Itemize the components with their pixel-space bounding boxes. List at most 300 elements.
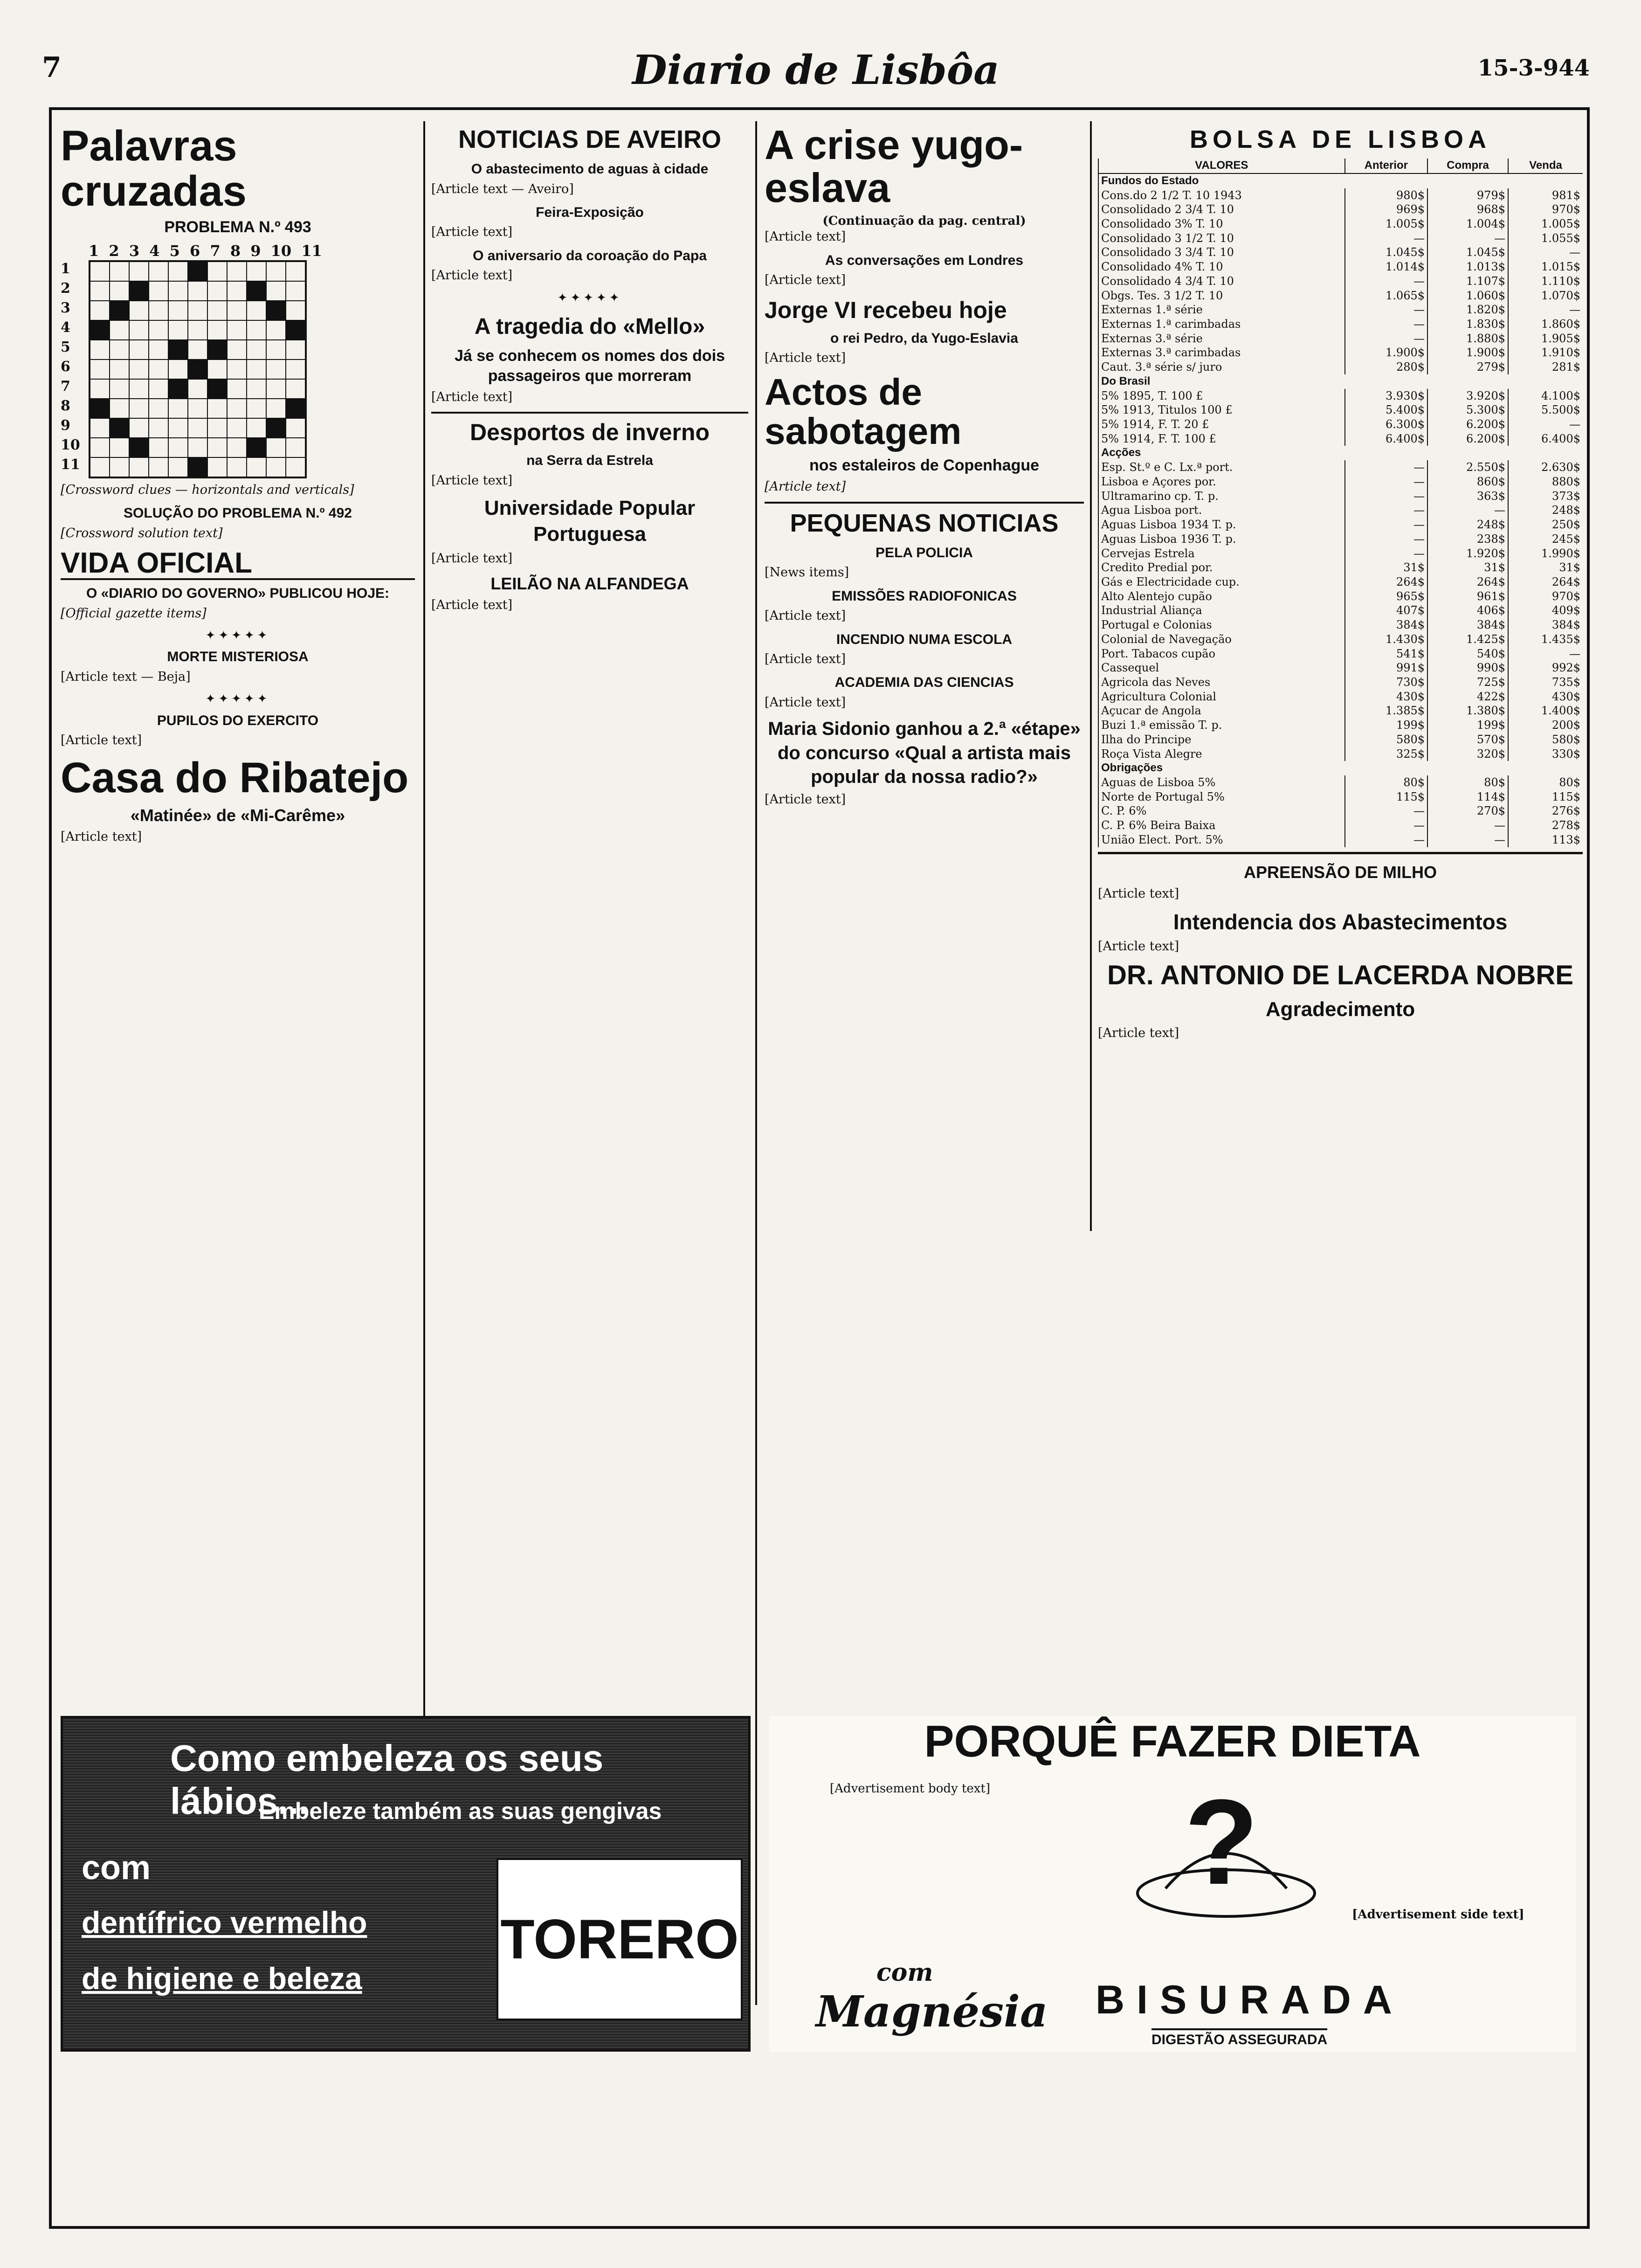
desportos-title: Desportos de inverno [431,412,748,447]
crossword-cell[interactable] [90,457,110,477]
bolsa-price: 6.300$ [1345,417,1427,432]
bolsa-row [1098,575,1583,589]
bolsa-price: 2.630$ [1508,460,1583,475]
bolsa-row [1098,546,1583,561]
crossword-cell[interactable] [286,418,305,438]
crossword-cell[interactable] [286,262,305,281]
bolsa-section-row [1098,173,1583,188]
actos-title: Actos de sabotagem [765,371,962,452]
crossword-cell[interactable] [207,301,227,320]
maria-sidonio-text: [Article text] [765,792,846,807]
bolsa-price: 279$ [1427,360,1508,374]
conversacoes-text: [Article text] [765,272,846,287]
bolsa-price: 115$ [1345,790,1427,804]
bolsa-price: — [1345,317,1427,332]
desportos-subtitle: na Serra da Estrela [526,453,653,469]
crossword-cell[interactable] [188,379,207,399]
bolsa-price: 991$ [1345,661,1427,675]
crossword-cell[interactable] [90,340,110,360]
jorge-text: [Article text] [765,350,846,365]
crossword-cell[interactable] [188,262,207,281]
bolsa-price: — [1345,804,1427,818]
bolsa-security-name: C. P. 6% [1098,804,1345,818]
crossword-cell[interactable] [247,301,266,320]
crossword-cell[interactable] [266,301,286,320]
bolsa-price: 1.005$ [1508,217,1583,231]
crossword-cell[interactable] [227,457,247,477]
bolsa-row [1098,818,1583,833]
crossword-title: Palavras cruzadas [61,124,247,215]
bolsa-security-name: Credito Predial por. [1098,560,1345,575]
crossword-cell[interactable] [110,418,129,438]
crossword-cell[interactable] [149,262,168,281]
bolsa-row [1098,489,1583,504]
bolsa-row [1098,775,1583,790]
bolsa-security-name: Obgs. Tes. 3 1/2 T. 10 [1098,289,1345,303]
crossword-cell[interactable] [129,438,149,457]
bolsa-row [1098,603,1583,618]
papa-title: O aniversario da coroação do Papa [473,248,707,263]
bolsa-security-name: Consolidado 3% T. 10 [1098,217,1345,231]
crossword-cell[interactable] [149,281,168,301]
bisurada-headline: PORQUÊ FAZER DIETA [924,1716,1421,1766]
bolsa-price: 276$ [1508,804,1583,818]
agradecimento-title: Agradecimento [1265,997,1415,1021]
column-3 [765,124,1084,1700]
bolsa-row [1098,647,1583,661]
crossword-cell[interactable] [129,418,149,438]
crossword-cell[interactable] [266,399,286,418]
bolsa-price: 970$ [1508,589,1583,604]
crossword-cell[interactable] [110,262,129,281]
crossword-column-numbers: 1 2 3 4 5 6 7 8 9 10 11 [89,242,322,260]
crossword-cell[interactable] [266,457,286,477]
crossword-cell[interactable] [286,281,305,301]
crossword-grid[interactable] [89,260,307,478]
crossword-cell[interactable] [266,418,286,438]
bolsa-row [1098,403,1583,417]
bolsa-price: — [1508,303,1583,317]
bolsa-price: — [1345,532,1427,546]
problem-number: PROBLEMA N.º 493 [164,218,311,236]
leilao-text: [Article text] [431,598,513,613]
bolsa-price: 725$ [1427,675,1508,690]
bolsa-price: 264$ [1345,575,1427,589]
bolsa-row [1098,188,1583,203]
bolsa-row [1098,532,1583,546]
bolsa-price: 409$ [1508,603,1583,618]
bolsa-row [1098,417,1583,432]
morte-text: [Article text — Beja] [61,669,191,684]
bolsa-price: 1.065$ [1345,289,1427,303]
crossword-cell[interactable] [149,320,168,340]
crossword-cell[interactable] [110,301,129,320]
bolsa-price: 80$ [1427,775,1508,790]
crossword-cell[interactable] [207,379,227,399]
bolsa-price: — [1345,231,1427,246]
mello-subtitle: Já se conhecem os nomes dos dois passageiros que morreram [454,346,725,385]
column-4 [1098,124,1583,1233]
bolsa-price: 430$ [1345,690,1427,704]
universidade-title: Universidade Popular Portuguesa [484,497,696,546]
bolsa-security-name: Alto Alentejo cupão [1098,589,1345,604]
bolsa-price: 115$ [1508,790,1583,804]
solution-title: SOLUÇÃO DO PROBLEMA N.º 492 [124,505,352,521]
crossword-cell[interactable] [129,399,149,418]
bolsa-price: 1.110$ [1508,274,1583,289]
crossword-cell[interactable] [286,457,305,477]
policia-title: PELA POLICIA [876,545,973,560]
bolsa-price: 735$ [1508,675,1583,690]
crossword-cell[interactable] [266,262,286,281]
bolsa-row [1098,289,1583,303]
pupilos-text: [Article text] [61,733,142,748]
bolsa-price: 363$ [1427,489,1508,504]
bolsa-security-name: Consolidado 4 3/4 T. 10 [1098,274,1345,289]
bolsa-price: 330$ [1508,747,1583,761]
bolsa-price: 245$ [1508,532,1583,546]
bolsa-row [1098,589,1583,604]
crossword-cell[interactable] [168,301,188,320]
bolsa-price: — [1345,833,1427,847]
crossword-cell[interactable] [227,340,247,360]
separator: ✦✦✦✦✦ [557,290,622,305]
crossword-cell[interactable] [188,438,207,457]
bolsa-security-name: Consolidado 4% T. 10 [1098,260,1345,274]
bolsa-price: 407$ [1345,603,1427,618]
crossword-cell[interactable] [247,399,266,418]
bolsa-price: — [1427,818,1508,833]
bolsa-row [1098,704,1583,718]
emissoes-title: EMISSÕES RADIOFONICAS [832,588,1017,604]
bolsa-price: 1.860$ [1508,317,1583,332]
bolsa-price: 980$ [1345,188,1427,203]
crossword-cell[interactable] [129,340,149,360]
crossword-cell[interactable] [266,379,286,399]
crossword-cell[interactable] [188,360,207,379]
bolsa-price: 1.900$ [1345,346,1427,360]
bolsa-security-name: Aguas Lisboa 1936 T. p. [1098,532,1345,546]
solution-text: [Crossword solution text] [61,526,223,540]
crossword-cell[interactable] [188,320,207,340]
crossword-cell[interactable] [110,438,129,457]
crossword-cell[interactable] [247,262,266,281]
bolsa-price: 2.550$ [1427,460,1508,475]
crossword-row-numbers: 1 2 3 4 5 6 7 8 9 10 11 [61,260,80,473]
bolsa-security-name: 5% 1914, F. T. 20 £ [1098,417,1345,432]
crossword-cell[interactable] [247,457,266,477]
crossword-cell[interactable] [168,399,188,418]
bolsa-row [1098,618,1583,632]
crossword-cell[interactable] [110,340,129,360]
crossword-cell[interactable] [129,262,149,281]
bolsa-price: 979$ [1427,188,1508,203]
bolsa-price: 264$ [1427,575,1508,589]
crossword-cell[interactable] [149,438,168,457]
bolsa-price: 730$ [1345,675,1427,690]
bolsa-row [1098,690,1583,704]
crossword-cell[interactable] [129,360,149,379]
bolsa-price: 541$ [1345,647,1427,661]
crossword-cell[interactable] [286,320,305,340]
crossword-cell[interactable] [227,320,247,340]
vida-oficial-title: VIDA OFICIAL [61,548,415,580]
bolsa-row [1098,317,1583,332]
intendencia-title: Intendencia dos Abastecimentos [1173,910,1508,934]
bolsa-price: 1.990$ [1508,546,1583,561]
bolsa-security-name: Esp. St.º e C. Lx.ª port. [1098,460,1345,475]
bolsa-price: — [1345,503,1427,518]
crossword-cell[interactable] [207,418,227,438]
bolsa-price: 970$ [1508,202,1583,217]
crossword-cell[interactable] [266,360,286,379]
column-rule [755,121,757,2005]
crossword-cell[interactable] [129,281,149,301]
bolsa-row [1098,260,1583,274]
crossword-cell[interactable] [266,281,286,301]
crossword-cell[interactable] [207,320,227,340]
crossword-cell[interactable] [227,399,247,418]
torero-ad [61,1716,751,2052]
conversacoes-title: As conversações em Londres [825,252,1024,268]
crossword-cell[interactable] [227,438,247,457]
bolsa-price: 992$ [1508,661,1583,675]
crossword-cell[interactable] [149,301,168,320]
crossword-cell[interactable] [247,418,266,438]
crossword-cell[interactable] [90,360,110,379]
crossword-cell[interactable] [188,399,207,418]
crossword-cell[interactable] [110,457,129,477]
crossword-cell[interactable] [188,301,207,320]
bolsa-price: 200$ [1508,718,1583,733]
bolsa-security-name: Agricultura Colonial [1098,690,1345,704]
academia-text: [Article text] [765,695,846,710]
crossword-cell[interactable] [90,399,110,418]
crossword-cell[interactable] [168,340,188,360]
crossword-cell[interactable] [247,281,266,301]
crossword-cell[interactable] [188,418,207,438]
bolsa-security-name: Roça Vista Alegre [1098,747,1345,761]
crossword-cell[interactable] [207,438,227,457]
crossword-cell[interactable] [168,457,188,477]
bolsa-price: 31$ [1508,560,1583,575]
crossword-cell[interactable] [110,281,129,301]
bolsa-price: 1.820$ [1427,303,1508,317]
crossword-cell[interactable] [168,418,188,438]
issue-date: 15-3-944 [1477,55,1590,81]
crossword-cell[interactable] [207,360,227,379]
crossword-cell[interactable] [90,262,110,281]
crossword-cell[interactable] [90,281,110,301]
separator: ✦✦✦✦✦ [205,692,270,706]
crossword-cell[interactable] [149,360,168,379]
crossword-cell[interactable] [266,320,286,340]
crossword-cell[interactable] [207,457,227,477]
bolsa-price: 1.435$ [1508,632,1583,647]
crossword-cell[interactable] [129,457,149,477]
torero-line2: Embeleze também as suas gengivas [259,1798,662,1824]
bolsa-price: 1.380$ [1427,704,1508,718]
bolsa-security-name: 5% 1913, Titulos 100 £ [1098,403,1345,417]
crossword-cell[interactable] [227,262,247,281]
vida-oficial-text: [Official gazette items] [61,606,207,621]
bolsa-row [1098,518,1583,532]
bolsa-row [1098,245,1583,260]
bolsa-row [1098,718,1583,733]
bolsa-row [1098,804,1583,818]
crossword-cell[interactable] [207,340,227,360]
bolsa-row [1098,460,1583,475]
bolsa-section-name: Fundos do Estado [1098,173,1583,188]
crossword-cell[interactable] [90,379,110,399]
vida-oficial-subtitle: O «DIARIO DO GOVERNO» PUBLICOU HOJE: [86,586,390,602]
crossword-cell[interactable] [227,301,247,320]
bolsa-security-name: Industrial Aliança [1098,603,1345,618]
crossword-cell[interactable] [266,340,286,360]
bolsa-row [1098,389,1583,403]
crossword-cell[interactable] [188,457,207,477]
bolsa-price: — [1345,818,1427,833]
crossword-cell[interactable] [129,301,149,320]
crossword-cell[interactable] [110,320,129,340]
bolsa-price: 880$ [1508,475,1583,489]
bolsa-security-name: Cassequel [1098,661,1345,675]
crossword-cell[interactable] [227,418,247,438]
crossword-cell[interactable] [227,379,247,399]
bolsa-security-name: Portugal e Colonias [1098,618,1345,632]
crossword-cell[interactable] [188,281,207,301]
crossword-cell[interactable] [286,379,305,399]
crossword-cell[interactable] [286,360,305,379]
bolsa-security-name: União Elect. Port. 5% [1098,833,1345,847]
crossword-cell[interactable] [168,320,188,340]
bolsa-price: 113$ [1508,833,1583,847]
bolsa-price: — [1345,475,1427,489]
intendencia-text: [Article text] [1098,939,1179,954]
bolsa-row [1098,790,1583,804]
crossword-cell[interactable] [149,399,168,418]
pequenas-noticias-title: PEQUENAS NOTICIAS [765,502,1084,539]
bolsa-table [1098,159,1583,847]
crise-title: A crise yugo-eslava [765,124,1023,211]
crossword-cell[interactable] [227,281,247,301]
feira-text: [Article text] [431,225,513,240]
crossword-cell[interactable] [247,438,266,457]
pupilos-title: PUPILOS DO EXERCITO [157,712,319,728]
bolsa-price: 1.014$ [1345,260,1427,274]
crossword-cell[interactable] [168,281,188,301]
bolsa-security-name: Cervejas Estrela [1098,546,1345,561]
papa-text: [Article text] [431,268,513,283]
crossword-cell[interactable] [168,360,188,379]
bisurada-brand: BISURADA [1096,1978,1404,2022]
crossword-cell[interactable] [188,340,207,360]
crossword-cell[interactable] [286,438,305,457]
crossword-cell[interactable] [90,320,110,340]
bolsa-price: 3.930$ [1345,389,1427,403]
bolsa-price: 281$ [1508,360,1583,374]
bisurada-tagline: DIGESTÃO ASSEGURADA [1151,2028,1327,2048]
torero-line4: dentífrico vermelho [82,1905,367,1940]
bolsa-row [1098,303,1583,317]
bolsa-security-name: Externas 1.ª carimbadas [1098,317,1345,332]
crossword-cell[interactable] [247,360,266,379]
crossword-cell[interactable] [129,320,149,340]
bolsa-price: — [1508,417,1583,432]
incendio-title: INCENDIO NUMA ESCOLA [836,631,1013,647]
crossword-cell[interactable] [286,301,305,320]
bolsa-price: 1.430$ [1345,632,1427,647]
bolsa-security-name: 5% 1895, T. 100 £ [1098,389,1345,403]
crossword-cell[interactable] [149,418,168,438]
bolsa-price: 31$ [1345,560,1427,575]
crossword-cell[interactable] [129,379,149,399]
bolsa-price: 1.013$ [1427,260,1508,274]
crossword-cell[interactable] [110,379,129,399]
bolsa-row [1098,733,1583,747]
torero-line3: com [82,1849,151,1887]
crossword-cell[interactable] [149,340,168,360]
crossword-cell[interactable] [90,418,110,438]
bolsa-price: 969$ [1345,202,1427,217]
bolsa-price: — [1345,518,1427,532]
crossword-cell[interactable] [168,262,188,281]
bolsa-price: 3.920$ [1427,389,1508,403]
crossword-cell[interactable] [110,360,129,379]
bolsa-security-name: Ilha do Principe [1098,733,1345,747]
separator: ✦✦✦✦✦ [205,629,270,643]
crossword-cell[interactable] [286,340,305,360]
bolsa-price: 384$ [1427,618,1508,632]
bolsa-price: — [1345,274,1427,289]
crossword-cell[interactable] [207,262,227,281]
bolsa-section-row [1098,374,1583,389]
torero-line5: de higiene e beleza [82,1961,362,1996]
crossword-cell[interactable] [207,281,227,301]
academia-title: ACADEMIA DAS CIENCIAS [834,675,1014,691]
crossword-cell[interactable] [90,438,110,457]
bolsa-price: 1.385$ [1345,704,1427,718]
bisurada-ad [769,1716,1576,2052]
crossword-cell[interactable] [247,320,266,340]
bolsa-price: — [1427,833,1508,847]
actos-subtitle: nos estaleiros de Copenhague [809,456,1040,475]
crossword-cell[interactable] [247,340,266,360]
masthead-title: Diario de Lisbôa [632,47,1000,94]
crossword-cell[interactable] [90,301,110,320]
crossword-cell[interactable] [149,379,168,399]
bolsa-section-name: Do Brasil [1098,374,1583,389]
crossword-cell[interactable] [227,360,247,379]
bolsa-security-name: Caut. 3.ª série s/ juro [1098,360,1345,374]
bisurada-magnesia: Magnésia [816,1986,1048,2037]
crossword-cell[interactable] [266,438,286,457]
bolsa-price: 968$ [1427,202,1508,217]
crossword-cell[interactable] [207,399,227,418]
aveiro-text: [Article text — Aveiro] [431,181,574,196]
crossword-cell[interactable] [149,457,168,477]
leilao-title: LEILÃO NA ALFANDEGA [490,574,689,594]
crossword-cell[interactable] [247,379,266,399]
crossword-cell[interactable] [286,399,305,418]
bolsa-row [1098,346,1583,360]
bolsa-price: 384$ [1508,618,1583,632]
crossword-cell[interactable] [168,379,188,399]
maria-sidonio-title: Maria Sidonio ganhou a 2.ª «étape» do concurso «Qual a artista mais popular da nossa radio?» [768,719,1081,787]
crossword-cell[interactable] [168,438,188,457]
crossword-cell[interactable] [110,399,129,418]
bolsa-price: 1.107$ [1427,274,1508,289]
